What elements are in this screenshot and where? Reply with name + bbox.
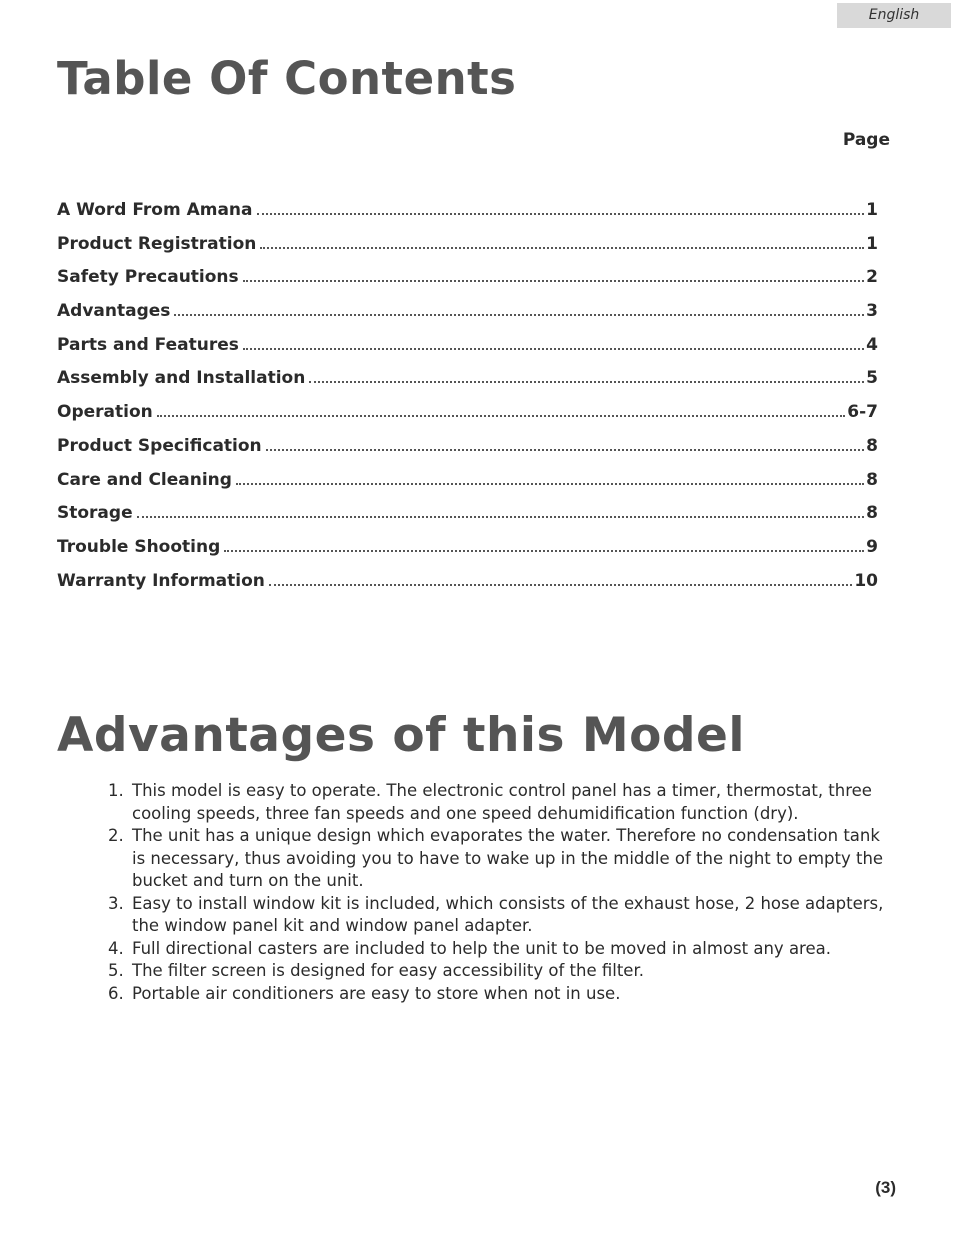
toc-title: Table Of Contents — [57, 52, 517, 105]
toc-entry — [57, 470, 878, 504]
advantage-item — [108, 983, 898, 1006]
advantage-text: Full directional casters are included to help the unit to be moved in almost any area. — [132, 938, 831, 958]
toc-entry-label: Parts and Features — [57, 334, 239, 355]
advantage-item — [108, 825, 898, 893]
toc-entry-page: 8 — [866, 435, 878, 456]
toc-entry-page: 2 — [866, 267, 878, 288]
toc-entry-page: 8 — [866, 503, 878, 524]
toc-entry — [57, 368, 878, 402]
toc-leader — [137, 515, 865, 518]
advantage-text: The filter screen is designed for easy accessibility of the filter. — [132, 961, 644, 980]
advantage-number: 3. — [108, 893, 124, 913]
advantage-item — [108, 938, 898, 961]
toc-entry-page: 8 — [866, 469, 878, 490]
toc-entry-page: 1 — [866, 233, 878, 254]
toc-entry — [57, 503, 878, 537]
toc-entry-page: 10 — [854, 570, 878, 591]
advantage-number: 2. — [108, 826, 124, 845]
toc-leader — [260, 246, 864, 249]
toc-entry-label: Product Registration — [57, 233, 257, 254]
toc-entry-label: Advantages — [57, 301, 171, 322]
advantage-text: This model is easy to operate. The electronic control panel has a timer, thermostat, three cooling speeds, three fan speeds and one speed dehumidification function (dry). — [132, 781, 872, 823]
toc-entry — [57, 234, 878, 268]
toc-entry-label: Trouble Shooting — [57, 536, 221, 557]
toc-entry-label: Storage — [57, 503, 133, 524]
toc-entry — [57, 335, 878, 369]
advantage-text: Portable air conditioners are easy to store when not in use. — [132, 983, 621, 1003]
advantage-item — [108, 960, 898, 983]
toc-entry-page: 9 — [866, 536, 878, 557]
language-tab: English — [837, 3, 951, 28]
toc-entry — [57, 436, 878, 470]
toc-entry-label: Assembly and Installation — [57, 368, 306, 389]
toc-entry-label: Safety Precautions — [57, 267, 239, 288]
toc-entry-label: Care and Cleaning — [57, 469, 232, 490]
toc-entry-label: Operation — [57, 402, 153, 423]
toc-entry — [57, 537, 878, 571]
toc-leader — [257, 212, 865, 215]
advantage-number: 1. — [108, 781, 124, 800]
toc-entry — [57, 402, 878, 436]
toc-entry — [57, 571, 878, 605]
toc-entry-page: 5 — [866, 368, 878, 389]
advantage-item — [108, 780, 898, 825]
toc-leader — [174, 313, 864, 316]
toc-list — [57, 200, 878, 604]
advantage-number: 6. — [108, 983, 124, 1003]
toc-leader — [224, 549, 864, 552]
toc-leader — [236, 482, 864, 485]
advantage-text: The unit has a unique design which evaporates the water. Therefore no condensation tank is necessary, thus avoiding you to have to wake up in the middle of the night to empty the bucket and turn on the unit. — [132, 826, 884, 890]
toc-entry-label: A Word From Amana — [57, 200, 253, 220]
toc-entry-page: 3 — [866, 301, 878, 322]
toc-entry-page: 4 — [866, 334, 878, 355]
page-number: (3) — [875, 1178, 896, 1197]
advantage-number: 5. — [108, 961, 124, 980]
advantage-number: 4. — [108, 938, 124, 958]
toc-entry-page: 6-7 — [847, 402, 878, 423]
advantages-title: Advantages of this Model — [57, 708, 746, 763]
toc-leader — [266, 448, 865, 451]
toc-leader — [157, 414, 846, 417]
toc-entry — [57, 200, 878, 234]
advantage-text: Easy to install window kit is included, which consists of the exhaust hose, 2 hose adapters, the window panel kit and window panel adapter. — [132, 893, 884, 935]
toc-page-column-label: Page — [842, 130, 890, 150]
toc-leader — [309, 380, 864, 383]
toc-leader — [243, 279, 865, 282]
toc-entry — [57, 267, 878, 301]
toc-entry — [57, 301, 878, 335]
toc-entry-page: 1 — [866, 200, 878, 220]
advantage-item — [108, 893, 898, 938]
toc-leader — [269, 583, 852, 586]
toc-entry-label: Warranty Information — [57, 570, 265, 591]
toc-entry-label: Product Specification — [57, 435, 262, 456]
advantages-list — [108, 780, 898, 1005]
toc-leader — [243, 347, 864, 350]
